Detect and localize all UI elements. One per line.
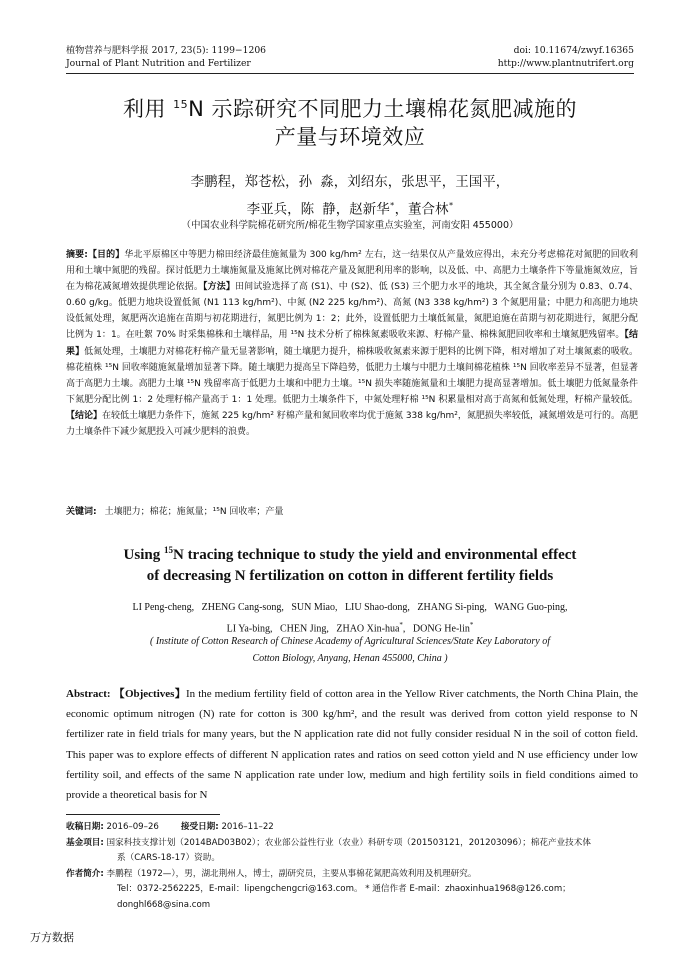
- objective-tag: 【目的】: [87, 250, 125, 260]
- accepted-label: 接受日期:: [180, 822, 219, 832]
- method-tag: 【方法】: [202, 282, 235, 293]
- conclusion-text: 在较低土壤肥力条件下，施氮 225 kg/hm² 籽棉产量和氮回收率均优于施氮 338 kg/hm²，氮肥损失率较低，减氮增效是可行的。高肥力土壤条件下减少氮肥投入可减少肥料的浪费。: [66, 410, 638, 438]
- title-cn-line2: 产量与环境效应: [274, 125, 426, 149]
- received-date: 2016–09–26: [106, 822, 159, 832]
- authors-cn-line2a: 李亚兵，陈 静，赵新华: [246, 201, 390, 218]
- doi[interactable]: doi: 10.11674/zwyf.16365: [513, 45, 634, 56]
- keywords-cn: [66, 505, 638, 519]
- institution-en-line1: ( Institute of Cotton Research of Chinese Academy of Agricultural Sciences/State Key Laboratory of: [149, 636, 551, 647]
- running-header: [66, 44, 634, 70]
- authors-cn-line2b: ，董合林: [394, 201, 449, 218]
- fund-text-1: 国家科技支撑计划（2014BAD03B02）；农业部公益性行业（农业）科研专项（201503121，201203096）；棉花产业技术体: [106, 837, 591, 848]
- authors-cn: [60, 171, 640, 222]
- footnotes: [66, 820, 640, 913]
- title-en: [60, 540, 640, 587]
- abstract-en-label: Abstract:: [66, 688, 111, 700]
- corresponding-mark: *: [469, 620, 474, 629]
- accepted-date: 2016–11–22: [221, 822, 274, 832]
- title-cn: [40, 91, 660, 151]
- journal-cn-citation: 植物营养与肥料学报 2017, 23(5): 1199−1206: [66, 45, 267, 56]
- result-text: 低氮处理，土壤肥力对棉花籽棉产量无显著影响，随土壤肥力提升，棉株吸收氮素来源于肥料的比例下降，相对增加了对土壤氮素的吸收。棉花植株 ¹⁵N 回收率随施氮量增加显著下降。随土壤肥力提高呈下降趋势，低肥力土壤与中肥力土壤间棉花植株 ¹⁵N 回收率差异不显著，但显著高于高肥力土壤。高肥力土壤 ¹⁵N 残留率高于低肥力土壤和中肥力土壤。¹⁵N 损失率随施氮量和土壤肥力提高显著增加。低土壤肥力低氮量条件下氮肥分配比例 1：2 处理籽棉产量高于 1：1 处理。低肥力土壤条件下，中氮处理籽棉 ¹⁵N 积累量相对高于高氮和低氮处理，籽棉产量较低。: [66, 346, 638, 405]
- title-en-pre: Using: [123, 547, 164, 563]
- authors-en-line1: LI Peng-cheng, ZHENG Cang-song, SUN Miao, LIU Shao-dong, ZHANG Si-ping, WANG Guo-ping,: [132, 602, 568, 613]
- objectives-tag: 【Objectives】: [113, 688, 186, 700]
- title-cn-post: N 示踪研究不同肥力土壤棉花氮肥减施的: [188, 97, 578, 121]
- method-text: 田间试验选择了高 (S1)、中 (S2)、低 (S3) 三个肥力水平的地块，其全氮含量分别为 0.83、0.74、0.60 g/kg。低肥力地块设置低氮 (N1 113 kg/hm²)、中氮 (N2 225 kg/hm²)、高氮 (N3 338 kg/hm²) 3 个氮肥用量；中肥力和高肥力地块设低氮处理，氮肥两次追施在苗期与初花期进行，氮肥比例为 1：2；此外，设置低肥力土壤低氮量，氮肥追施在苗期与初花期进行，氮肥分配比例为 1：1。在吐絮 70% 时采集棉株和土壤样品，用 ¹⁵N 技术分析了棉株氮素吸收来源、籽棉产量、棉株氮肥回收率和土壤氮肥残留率。: [66, 282, 638, 341]
- keywords-cn-label: 关键词:: [66, 507, 97, 517]
- title-en-line2: of decreasing N fertilization on cotton in different fertility fields: [146, 568, 554, 584]
- fund-text-2: 系（CARS-18-17）资助。: [117, 853, 220, 863]
- authors-en: [60, 600, 640, 637]
- authors-en-line2b: , DONG He-lin: [402, 622, 470, 634]
- author-contact: Tel：0372-2562225，E-mail：lipengchengcri@163.com。 * 通信作者 E-mail：zhaoxinhua1968@126.com；donghl668@sina.com: [117, 884, 571, 910]
- authors-en-line2a: LI Ya-bing, CHEN Jing, ZHAO Xin-hua: [226, 622, 400, 634]
- keywords-cn-text: 土壤肥力；棉花；施氮量；¹⁵N 回收率；产量: [104, 507, 284, 517]
- title-en-post: N tracing technique to study the yield and environmental effect: [172, 547, 577, 563]
- title-cn-isotope: 15: [173, 98, 189, 111]
- author-bio-label: 作者简介:: [66, 868, 104, 879]
- corresponding-mark: *: [389, 201, 395, 210]
- abstract-cn-label: 摘要:: [66, 250, 88, 260]
- title-en-isotope: 15: [163, 545, 173, 555]
- institution-en: [80, 634, 620, 667]
- conclusion-tag: 【结论】: [66, 410, 103, 421]
- title-cn-pre: 利用: [122, 97, 174, 121]
- corresponding-mark: *: [448, 201, 454, 210]
- fund-label: 基金项目:: [66, 837, 104, 848]
- footnote-divider: [66, 814, 220, 815]
- abstract-en-text: In the medium fertility field of cotton area in the Yellow River catchments, the North China Plain, the economic optimum nitrogen (N) rate for cotton is 300 kg/hm², and the result was derived from cotton yield response to N fertilizer rate in field trials for many years, but the N application rate did not fully consider residual N in the soil of cotton field. This paper was to explore effects of different N application rates and ratios on seed cotton yield and N use efficiency under low fertility soil, and effects of the same N application rate under low, medium and high fertility soils in field conditions aimed to provide a theoretical basis for N: [66, 688, 639, 802]
- abstract-cn: [66, 247, 638, 440]
- institution-cn: （中国农业科学院棉花研究所/棉花生物学国家重点实验室，河南安阳 455000）: [181, 220, 519, 231]
- objective-text: 华北平原棉区中等肥力棉田经济最佳施氮量为 300 kg/hm² 左右，这一结果仅从产量效应得出，未充分考虑棉花对氮肥的回收利用和土壤中氮肥的残留。探讨低肥力土壤施氮量及施氮比例对棉花产量及氮肥利用率的影响，以及低、中、高肥力土壤条件下等量施氮效应，旨在为棉花减氮增效提供理论依据。: [66, 250, 638, 293]
- abstract-en: [66, 684, 638, 805]
- journal-en-name: Journal of Plant Nutrition and Fertilizer: [66, 58, 251, 69]
- result-tag: 【结果】: [66, 330, 638, 357]
- author-bio-1: 李鹏程（1972—），男，湖北荆州人，博士，副研究员，主要从事棉花氮肥高效利用及机理研究。: [106, 868, 477, 879]
- header-divider: [66, 73, 634, 74]
- journal-url[interactable]: http://www.plantnutrifert.org: [497, 58, 634, 69]
- wanfang-watermark: 万方数据: [30, 931, 74, 944]
- institution-en-line2: Cotton Biology, Anyang, Henan 455000, China ): [252, 652, 448, 664]
- authors-cn-line1: 李鹏程，郑苍松，孙 淼，刘绍东，张思平，王国平，: [190, 174, 510, 190]
- received-label: 收稿日期:: [66, 822, 104, 832]
- corresponding-mark: *: [399, 620, 403, 629]
